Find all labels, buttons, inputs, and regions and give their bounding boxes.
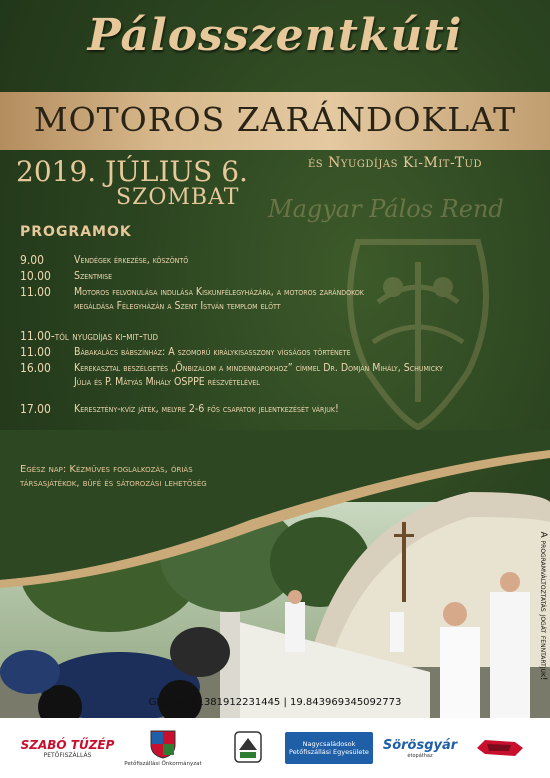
program-change-note — [535, 478, 550, 733]
program-item — [20, 329, 540, 343]
sponsor-logo-szabo-tuzep: SZABÓ TŰZÉP PETŐFISZÁLLÁS — [20, 737, 115, 759]
event-title: MOTOROS ZARÁNDOKLAT — [33, 100, 517, 139]
program-item — [20, 253, 540, 267]
allday-info — [20, 463, 250, 491]
allday-label: Egész nap: — [20, 464, 67, 475]
program-desc: Vendégek érkezése, köszöntő — [74, 254, 189, 266]
program-item — [20, 345, 540, 359]
event-weekday: SZOMBAT — [116, 185, 240, 210]
program-desc: Keresztény-kvíz játék, melyre 2-6 fős csapatok jelentkezését várjuk! — [74, 403, 339, 415]
program-time: 10.00 — [20, 269, 51, 283]
program-item — [20, 361, 540, 403]
program-item — [20, 285, 540, 327]
sponsor-logo-rock-band — [470, 726, 530, 770]
program-time: 11.00 — [20, 345, 51, 359]
programs-heading: PROGRAMOK — [20, 224, 132, 240]
rock-logo-icon — [475, 736, 525, 760]
program-desc: Szentmise — [74, 270, 113, 282]
sponsor-footer — [0, 718, 550, 778]
program-change-text: A programváltoztatás jogát fenntartjuk! — [537, 531, 548, 680]
order-name: Magyar Pálos Rend — [268, 195, 504, 223]
program-time: 9.00 — [20, 253, 45, 267]
event-date: 2019. JÚLIUS 6. — [16, 155, 248, 188]
program-item — [20, 402, 540, 430]
program-desc: Motoros felvonulása indulása Kiskunfélegyházára, a motoros zarándokok megáldása Félegyházán a Szent István templom előtt — [74, 286, 364, 312]
program-item — [20, 269, 540, 283]
event-subtitle: és Nyugdíjas Ki-Mit-Tud — [308, 155, 482, 171]
sponsor-logo-emblem — [225, 726, 270, 770]
program-time: 16.00 — [20, 361, 51, 375]
sponsor-logo-onkormanyzat: Petőfiszállási Önkormányzat — [118, 726, 208, 770]
program-desc: Kerekasztal beszélgetés „Önbizalom a mindennapokhoz” címmel Dr. Domján Mihály, Schumicky Júlia és P. Mátyás Mihály OSPPE részvételével — [74, 362, 443, 388]
decorative-swoosh — [0, 430, 550, 600]
program-time: 17.00 — [20, 402, 51, 416]
program-desc: Bábakalács bábszínház: A szomorú királykisasszony vígságos története — [74, 346, 351, 358]
program-time: 11.00-tól nyugdíjas ki-mit-tud — [20, 329, 159, 343]
sponsor-logo-nagycsaladosok: Nagycsaládosok Petőfiszállási Egyesülete — [285, 732, 373, 764]
sponsor-logo-sorosgyar: Sörösgyár étopáthaz — [382, 737, 458, 759]
program-time: 11.00 — [20, 285, 51, 299]
coat-of-arms-icon — [149, 729, 177, 759]
emblem-icon — [233, 730, 263, 766]
page-title: Pálosszentkúti — [87, 10, 463, 61]
gps-coordinates: GPS: 46.61381912231445 | 19.843969345092773 — [148, 697, 402, 708]
allday-text: Kézműves foglalkozás, óriás társasjátékok, büfé és sátorozási lehetőség — [20, 464, 207, 489]
